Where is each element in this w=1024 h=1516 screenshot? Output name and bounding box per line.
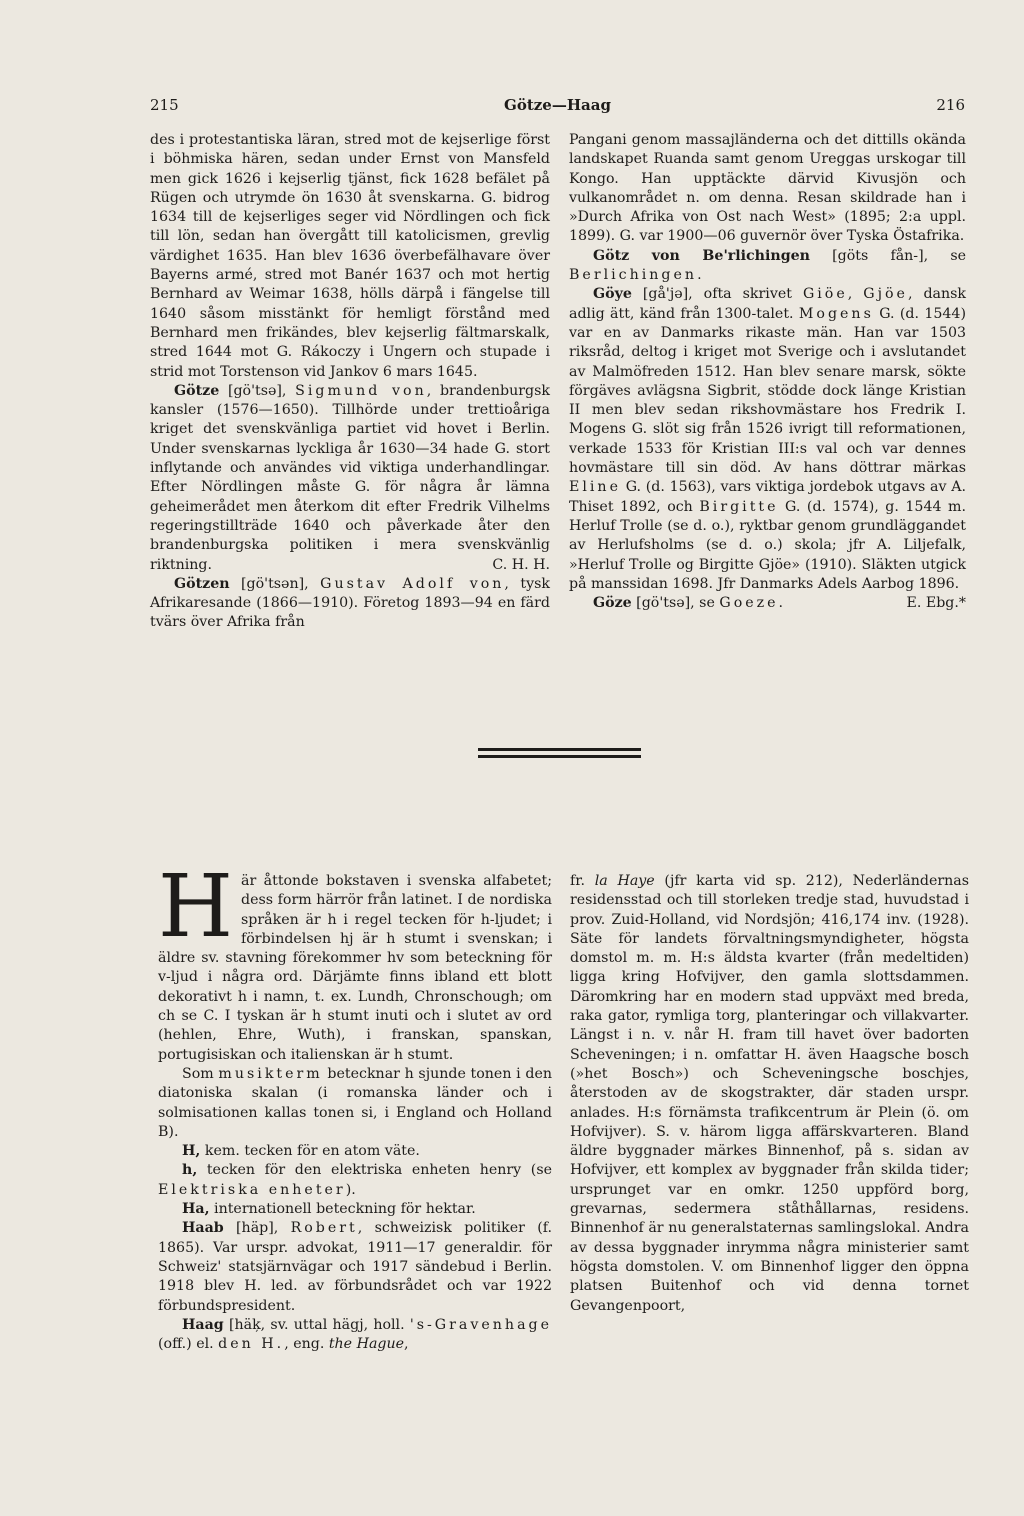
person-name: Sigmund von — [295, 382, 427, 399]
person-name: Gustav Adolf von — [320, 575, 505, 592]
running-header — [150, 96, 965, 118]
cross-reference: Goeze — [719, 595, 779, 612]
headword: H, — [182, 1143, 201, 1160]
column-bottom-right — [570, 872, 969, 1316]
entry-text: des i protestantiska läran, stred mot de kejserlige först i böhmiska hären, sedan under Ernst von Mansfeld men gick 1626 i kejserlig tjänst, fick 1628 befälet på Rügen och utrymde ön 1630 åt svenskarna. G. bidrog 1634 till de kejserliges seger vid Nördlingen och fick till lön, sedan han övergått till katolicismen, grevlig värdighet 1635. Han blev 1636 överbefälhavare över Bayerns armé, stred mot Banér 1637 och mot hertig Bernhard av Weimar 1638, hölls därpå i fängelse till 1640 såsom misstänkt för hemligt förstånd med Bernhard men frikändes, blev kejserlig fältmarskalk, stred 1644 mot G. Rákoczy i Ungern och stupade i strid mot Torstenson vid Jankov 6 mars 1645. — [150, 132, 550, 380]
entry-gotz-von-berlichingen: Götz von Be'rlichingen [göts fån-], se Berlichingen. — [569, 247, 966, 284]
headword: Göze — [593, 595, 632, 612]
entry-text: Pangani genom massajländerna och det dittills okända landskapet Ruanda samt genom Ureggas urskogar till Kongo. Han upptäckte därvid Kivusjön och vulkanområdet n. om denna. Resan skildrade han i »Durch Afrika von Ost nach West» (1895; 2:a uppl. 1899). G. var 1900—06 guvernör över Tyska Östafrika. — [569, 132, 966, 245]
entry-musikterm: Som musikterm betecknar h sjunde tonen i den diatoniska skalan (i romanska länder och i solmisationen kallas tonen si, i England och Holland B). — [158, 1065, 552, 1140]
entry-haab: Haab [häp], Robert, schweizisk politiker (f. 1865). Var urspr. advokat, 1911—17 generaldir. för Schweiz' statsjärnvägar och 1917 sändebud i Berlin. 1918 blev H. led. av förbundsrådet och var 1922 förbundspresident. — [158, 1220, 553, 1314]
headword: Götzen — [174, 575, 230, 592]
entry-ha: Ha, internationell beteckning för hektar. — [182, 1201, 476, 1218]
entry-goze: Göze [gö'tsə], se Goeze. — [593, 595, 784, 612]
page-number-left: 215 — [150, 96, 179, 114]
column-top-right — [569, 131, 966, 613]
letter-h-intro: Här åttonde bokstaven i svenska alfabetet; dess form härrör från latinet. I de nordiska språken är h i regel tecken för h-ljudet; i förbindelsen hj är h stumt i svenskan; i äldre sv. stavning förekommer hv som beteckning för v-ljud i några ord. Därjämte finns ibland ett blott dekorativt h i namn, t. ex. Lundh, Chronschough; om ch se C. I tyskan är h stumt inuti och i slutet av ord (hehlen, Ehre, Wuth), i franskan, spanskan, portugisiskan och italienskan är h stumt. — [158, 857, 552, 1063]
entry-gotze-sigmund: Götze [gö'tsə], Sigmund von, brandenburgsk kansler (1576—1650). Tillhörde under trettioåriga kriget det svenskvänliga partiet vid hovet i Berlin. Under svenskarnas lyckliga år 1630—34 hade G. stort inflytande och användes vid viktiga underhandlingar. Efter Nördlingen måste G. för några år lämna geheimerådet men återkom dit efter Fredrik Vilhelms regeringstillträde 1640 och påverkade åter den brandenburgska politiken i mera svenskvänlig riktning. C. H. H. — [150, 382, 550, 575]
section-divider-bottom — [478, 755, 641, 758]
headword: Götze — [174, 382, 220, 399]
header-title: Götze—Haag — [504, 96, 611, 114]
headword: h, — [182, 1162, 198, 1179]
headword: Ha, — [182, 1201, 210, 1218]
headword: Göye — [593, 286, 632, 303]
author-signature: C. H. H. — [492, 556, 550, 573]
drop-cap: H — [158, 857, 233, 957]
entry-haag-continued: fr. la Haye (jfr karta vid sp. 212), Nederländernas residensstad och till storleken tredje stad, huvudstad i prov. Zuid-Holland, vid Nordsjön; 416,174 inv. (1928). Säte för landets förvaltningsmyndigheter, högsta domstol m. m. H:s äldsta kvarter (från medeltiden) ligga kring Hofvijver, den gamla slottsdammen. Däromkring har en modern stad uppväxt med breda, raka gator, rymliga torg, planteringar och villakvarter. Längst i n. v. når H. fram till havet över badorten Scheveningen; i n. omfattar H. även Haagsche bosch (»het Bosch») och Scheveningsche boschjes, återstoden av de skogstrakter, där staden urspr. anlades. H:s förnämsta trafikcentrum är Plein (ö. om Hofvijver). S. v. härom ligga affärskvarteren. Bland äldre byggnader märkes Binnenhof, på s. sidan av Hofvijver, ett komplex av byggnader från skilda tider; ursprunget var en omkr. 1250 uppförd borg, grevarnas, sedermera ståthållarnas, residens. Binnenhof är nu generalstaternas samlingslokal. Andra av dessa byggnader inrymma några ministerier samt högsta domstolen. V. om Binnenhof ligger den öppna platsen Buitenhof och vid denna tornet Gevangenpoort, — [570, 873, 969, 1314]
cross-reference: Elektriska enheter — [158, 1181, 346, 1198]
column-top-left — [150, 131, 550, 633]
headword: Götz von Be'rlichingen — [593, 247, 810, 264]
entry-gotzen: Götzen [gö'tsən], Gustav Adolf von, tysk Afrikaresande (1866—1910). Företog 1893—94 en färd tvärs över Afrika från — [150, 575, 550, 631]
author-signature: E. Ebg.* — [906, 595, 966, 612]
person-name: Robert — [290, 1220, 358, 1237]
section-divider-top — [478, 748, 641, 751]
entry-h-kem: H, kem. tecken för en atom väte. — [182, 1143, 420, 1160]
entry-h-henry: h, tecken för den elektriska enheten henry (se Elektriska enheter). — [158, 1162, 552, 1198]
headword: Haab — [182, 1220, 224, 1237]
cross-reference: Berlichingen — [569, 267, 698, 284]
headword: Haag — [182, 1316, 224, 1333]
column-bottom-left — [158, 857, 553, 1354]
entry-haag: Haag [häķ, sv. uttal hägj, holl. 's-Gravenhage (off.) el. den H., eng. the Hague, — [158, 1316, 552, 1353]
entry-goye: Göye [gå'jə], ofta skrivet Giöe, Gjöe, dansk adlig ätt, känd från 1300-talet. Mogens G. (d. 1544) var en av Danmarks rikaste män. Han var 1503 riksråd, deltog i kriget mot Sverige och i avslutandet av Malmöfreden 1512. Han blev senare marsk, sökte förgäves avlägsna Sigbrit, stödde dock länge Kristian II men blev sedan rikshovmästare hos Fredrik I. Mogens G. slöt sig från 1526 ivrigt till reformationen, verkade 1533 för Kristian III:s val och var dennes hovmästare till sin död. Av hans döttrar märkas Eline G. (d. 1563), vars viktiga jordebok utgavs av A. Thiset 1892, och Birgitte G. (d. 1574), g. 1544 m. Herluf Trolle (se d. o.), ryktbar genom grundläggandet av Herlufsholms (se d. o.) skola; jfr A. Liljefalk, »Herluf Trolle og Birgitte Gjöe» (1910). Släkten utgick på manssidan 1698. Jfr Danmarks Adels Aarbog 1896. E. Ebg.* — [569, 285, 966, 594]
page-number-right: 216 — [936, 96, 965, 114]
